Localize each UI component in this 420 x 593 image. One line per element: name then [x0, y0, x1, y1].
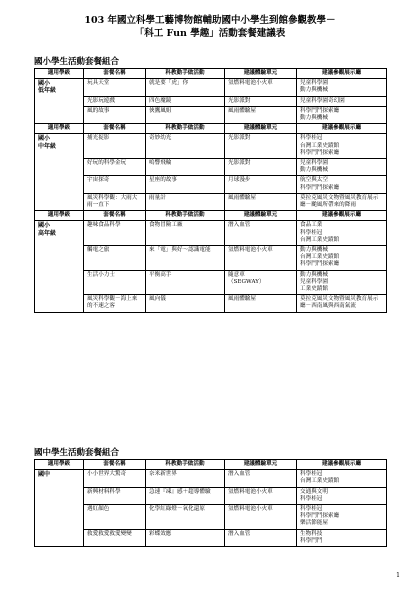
unit-cell: 潛入血管: [225, 470, 297, 487]
table-row: [35, 246, 387, 271]
activity-cell: 風向儀: [146, 295, 225, 312]
name-cell: 風的故事: [84, 106, 146, 123]
table-row: [35, 470, 387, 487]
hall-cell: 科學桂冠 台灣工業史蹟館: [297, 470, 387, 487]
column-header: 建議參觀展示廳: [297, 460, 387, 470]
table-row: [35, 221, 387, 246]
column-header: 建議參觀展示廳: [297, 124, 387, 134]
activity-cell: 俠鷹風姐: [146, 106, 225, 123]
table-row: [35, 79, 387, 96]
table-header-row: [35, 124, 387, 134]
table-row: [35, 106, 387, 123]
hall-cell: 莫拉克風災文物暨風災教育展示廳－颱風所帶來的降雨: [297, 193, 387, 210]
column-header: 科教動手做活動: [146, 460, 225, 470]
unit-cell: 光影派對: [225, 134, 297, 159]
unit-cell: 月球漫步: [225, 176, 297, 193]
activity-cell: 嗚響飛輪: [146, 159, 225, 176]
hall-cell: 莫拉克風災文物暨風災教育展示廳－西南風與西南氣流: [297, 295, 387, 312]
column-header: 建議體驗單元: [225, 211, 297, 221]
name-cell: 光影玩遊戲: [84, 96, 146, 106]
hall-cell: 航空與太空 科學鬥鬥探索廳: [297, 176, 387, 193]
activity-cell: 食物冒險工廠: [146, 221, 225, 246]
unit-cell: 潛入血管: [225, 529, 297, 546]
document-title-line2: 「科工 Fun 學趣」活動套餐建議表: [134, 28, 286, 39]
hall-cell: 兒童科學園 動力與機械: [297, 79, 387, 96]
hall-cell: 交通與文明 科學桂冠: [297, 487, 387, 504]
unit-cell: 潛入血管: [225, 221, 297, 246]
name-cell: 小小世界大驚奇: [84, 470, 146, 487]
hall-cell: 生物科技 科學鬥鬥: [297, 529, 387, 546]
name-cell: 遇紅顏色: [84, 505, 146, 530]
activity-cell: 星座的故事: [146, 176, 225, 193]
unit-cell: 氫燃料電池小火車: [225, 487, 297, 504]
name-cell: 救愛救愛救愛變變: [84, 529, 146, 546]
table-header-row: [35, 460, 387, 470]
grade-cell: 國中: [35, 470, 84, 547]
junior-section-title: 國中學生活動套餐組合: [34, 448, 120, 458]
table-row: [35, 487, 387, 504]
grade-cell: 國小 低年級: [35, 79, 84, 124]
name-cell: 觸電之旅: [84, 246, 146, 271]
activity-cell: 就是要「虎」你: [146, 79, 225, 96]
name-cell: 新興材料科學: [84, 487, 146, 504]
hall-cell: 動力與機械 兒童科學園 工業史蹟館: [297, 270, 387, 295]
unit-cell: 風雨體驗屋: [225, 193, 297, 210]
column-header: 建議體驗單元: [225, 460, 297, 470]
unit-cell: 光影派對: [225, 96, 297, 106]
document-title-line1: 103 年國立科學工藝博物館輔助國中小學生到館參觀教學－: [84, 15, 336, 26]
column-header: 建議體驗單元: [225, 124, 297, 134]
column-header: 適用學級: [35, 124, 84, 134]
table-row: [35, 96, 387, 106]
column-header: 科教動手做活動: [146, 69, 225, 79]
unit-cell: 隨意車 （SEGWAY）: [225, 270, 297, 295]
column-header: 套餐名稱: [84, 69, 146, 79]
hall-cell: 科學鬥鬥探索廳 動力與機械: [297, 106, 387, 123]
grade-cell: 國小 中年級: [35, 134, 84, 211]
name-cell: 趣味食品科學: [84, 221, 146, 246]
elementary-section-title: 國小學生活動套餐組合: [34, 57, 120, 67]
name-cell: 宇宙探奇: [84, 176, 146, 193]
column-header: 建議參觀展示廳: [297, 69, 387, 79]
activity-cell: 奇妙幼光: [146, 134, 225, 159]
table-row: [35, 193, 387, 210]
name-cell: 風災科學觀：大雨大雨一直下: [84, 193, 146, 210]
activity-cell: 急速『凍』感＋超導體驗: [146, 487, 225, 504]
name-cell: 好玩的科學金玩: [84, 159, 146, 176]
hall-cell: 動力與機械 台灣工業史蹟館 科學鬥鬥探索廳: [297, 246, 387, 271]
junior-package-table: [34, 459, 387, 547]
unit-cell: 氫燃料電池小火車: [225, 505, 297, 530]
unit-cell: 氫燃料電池小火車: [225, 246, 297, 271]
table-row: [35, 505, 387, 530]
unit-cell: 風雨體驗屋: [225, 295, 297, 312]
name-cell: 生活小力士: [84, 270, 146, 295]
elementary-package-table: [34, 68, 387, 313]
table-header-row: [35, 69, 387, 79]
column-header: 套餐名稱: [84, 211, 146, 221]
activity-cell: 來「電」與好～認識電能: [146, 246, 225, 271]
table-row: [35, 159, 387, 176]
column-header: 科教動手做活動: [146, 211, 225, 221]
activity-cell: 奈米新世界: [146, 470, 225, 487]
name-cell: 捕光捉影: [84, 134, 146, 159]
hall-cell: 食品工業 科學桂冠 台灣工業史蹟館: [297, 221, 387, 246]
column-header: 科教動手做活動: [146, 124, 225, 134]
name-cell: 風災科學觀－海上來的不速之客: [84, 295, 146, 312]
hall-cell: 科學桂冠 台灣工業史蹟館 科學鬥鬥探索廳: [297, 134, 387, 159]
column-header: 套餐名稱: [84, 460, 146, 470]
table-row: [35, 134, 387, 159]
grade-cell: 國小 高年級: [35, 221, 84, 312]
activity-cell: 彩蝶效應: [146, 529, 225, 546]
table-row: [35, 270, 387, 295]
table-row: [35, 295, 387, 312]
column-header: 建議參觀展示廳: [297, 211, 387, 221]
page-number: 1: [396, 572, 400, 579]
activity-cell: 雨量計: [146, 193, 225, 210]
table-header-row: [35, 211, 387, 221]
name-cell: 玩具天堂: [84, 79, 146, 96]
hall-cell: 科學桂冠 科學鬥鬥探索廳 樂活節能屋: [297, 505, 387, 530]
unit-cell: 風雨體驗屋: [225, 106, 297, 123]
activity-cell: 四色魔鏡: [146, 96, 225, 106]
activity-cell: 化學紅綠燈－氧化還原: [146, 505, 225, 530]
column-header: 適用學級: [35, 460, 84, 470]
column-header: 建議體驗單元: [225, 69, 297, 79]
hall-cell: 兒童科學園 動力與機械: [297, 159, 387, 176]
unit-cell: 氫燃料電池小火車: [225, 79, 297, 96]
hall-cell: 兒童科學園奇幻園: [297, 96, 387, 106]
table-row: [35, 529, 387, 546]
activity-cell: 平衡高手: [146, 270, 225, 295]
column-header: 適用學級: [35, 211, 84, 221]
table-row: [35, 176, 387, 193]
column-header: 適用學級: [35, 69, 84, 79]
column-header: 套餐名稱: [84, 124, 146, 134]
unit-cell: 光影派對: [225, 159, 297, 176]
